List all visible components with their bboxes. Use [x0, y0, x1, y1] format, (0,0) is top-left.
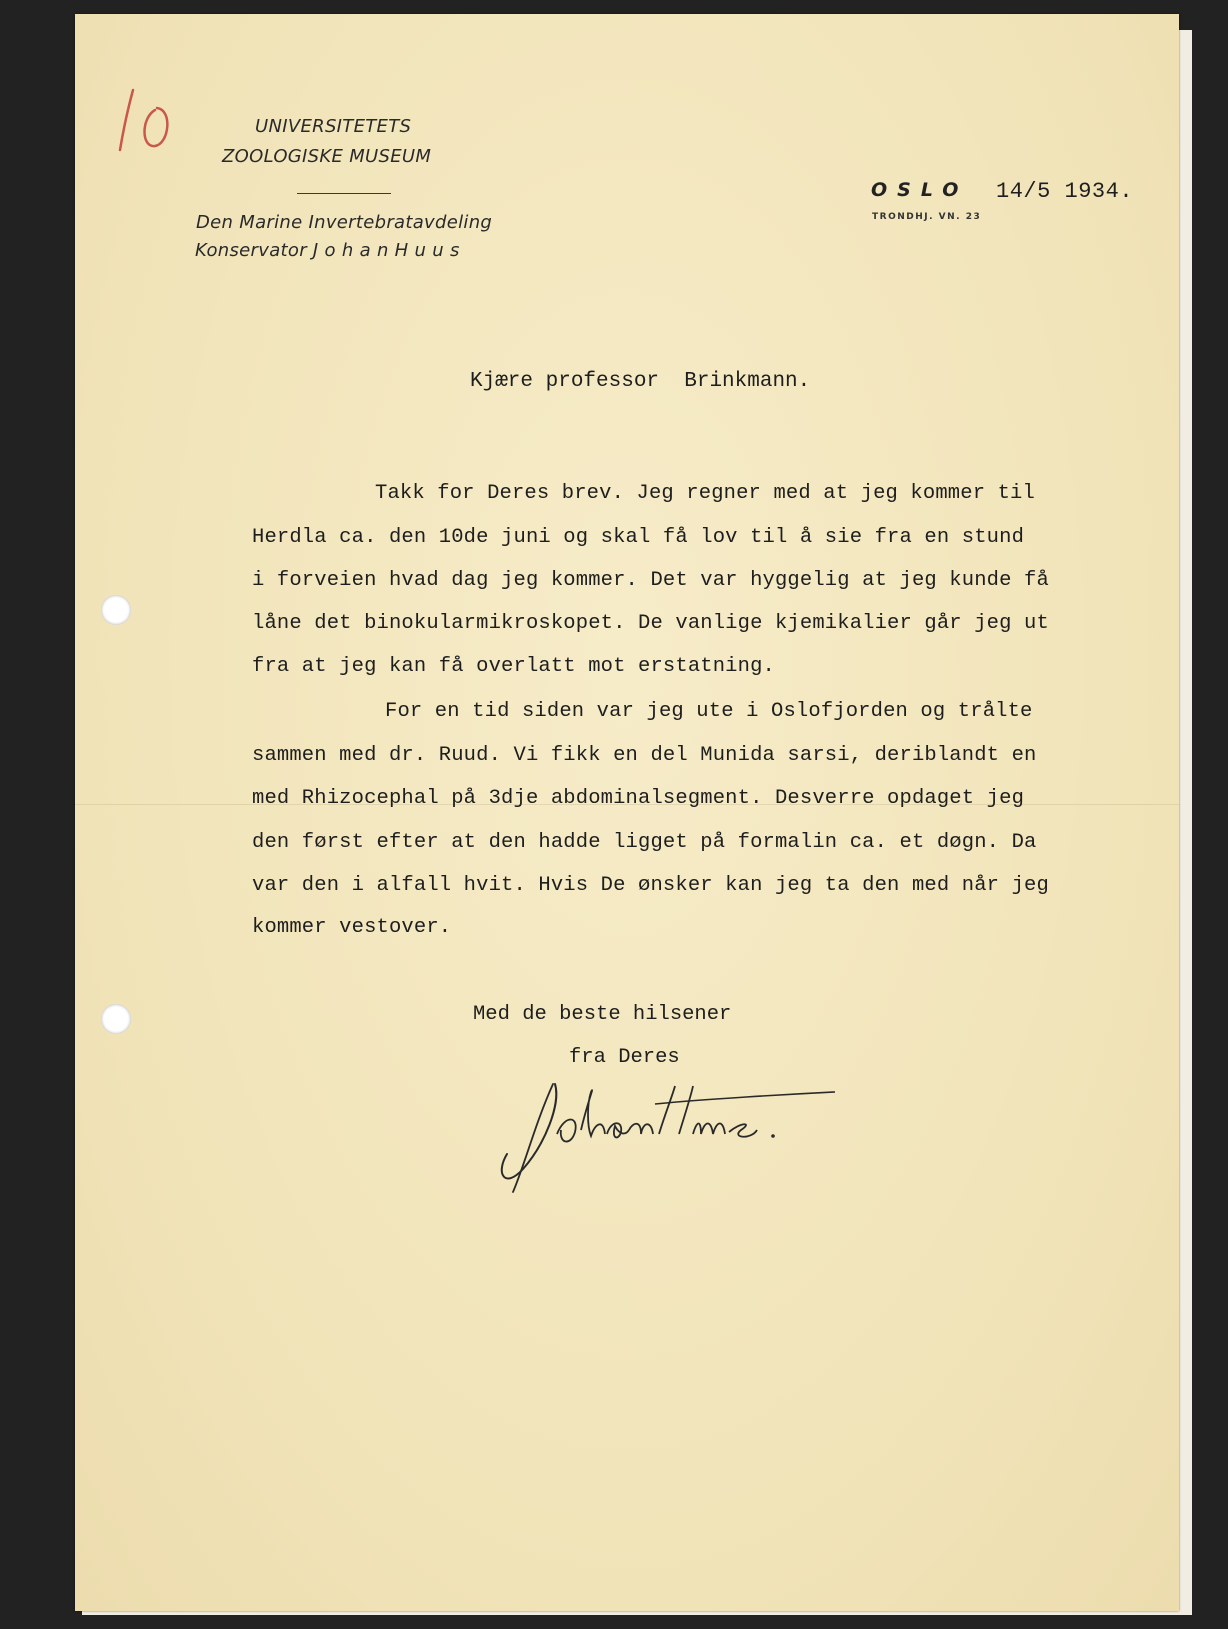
- letterhead-rule: [297, 193, 391, 194]
- body-line: låne det binokularmikroskopet. De vanlige kjemikalier går jeg ut: [252, 612, 1049, 635]
- letterhead-curator: Konservator J o h a n H u u s: [195, 240, 460, 261]
- signature: [495, 1064, 835, 1194]
- body-line: kommer vestover.: [252, 916, 452, 939]
- letter-sheet: [75, 14, 1179, 1611]
- body-line: sammen med dr. Ruud. Vi fikk en del Munida sarsi, deriblandt en: [252, 744, 1037, 767]
- date: 14/5 1934.: [996, 179, 1134, 204]
- street-address: TRONDHJ. VN. 23: [872, 212, 982, 222]
- punch-hole: [101, 595, 131, 625]
- body-line: fra at jeg kan få overlatt mot erstatning.: [252, 655, 775, 678]
- letterhead-line1: UNIVERSITETETS: [255, 116, 412, 137]
- body-line: For en tid siden var jeg ute i Oslofjorden og trålte: [385, 700, 1033, 723]
- punch-hole: [101, 1004, 131, 1034]
- place: OSLO: [871, 179, 969, 201]
- body-line: Takk for Deres brev. Jeg regner med at jeg kommer til: [375, 482, 1035, 505]
- body-line: med Rhizocephal på 3dje abdominalsegment. Desverre opdaget jeg: [252, 787, 1025, 810]
- body-line: Herdla ca. den 10de juni og skal få lov til å sie fra en stund: [252, 526, 1025, 549]
- body-line: den først efter at den hadde ligget på formalin ca. et døgn. Da: [252, 831, 1037, 854]
- greeting: Kjære professor Brinkmann.: [470, 370, 811, 393]
- archive-number-handwritten: [115, 82, 195, 162]
- body-line: i forveien hvad dag jeg kommer. Det var hyggelig at jeg kunde få: [252, 569, 1049, 592]
- letterhead-line2: ZOOLOGISKE MUSEUM: [222, 146, 432, 167]
- body-line: var den i alfall hvit. Hvis De ønsker kan jeg ta den med når jeg: [252, 874, 1049, 897]
- closing-line1: Med de beste hilsener: [473, 1003, 732, 1026]
- letterhead-department: Den Marine Invertebratavdeling: [196, 212, 493, 233]
- closing-line2: fra Deres: [569, 1046, 680, 1069]
